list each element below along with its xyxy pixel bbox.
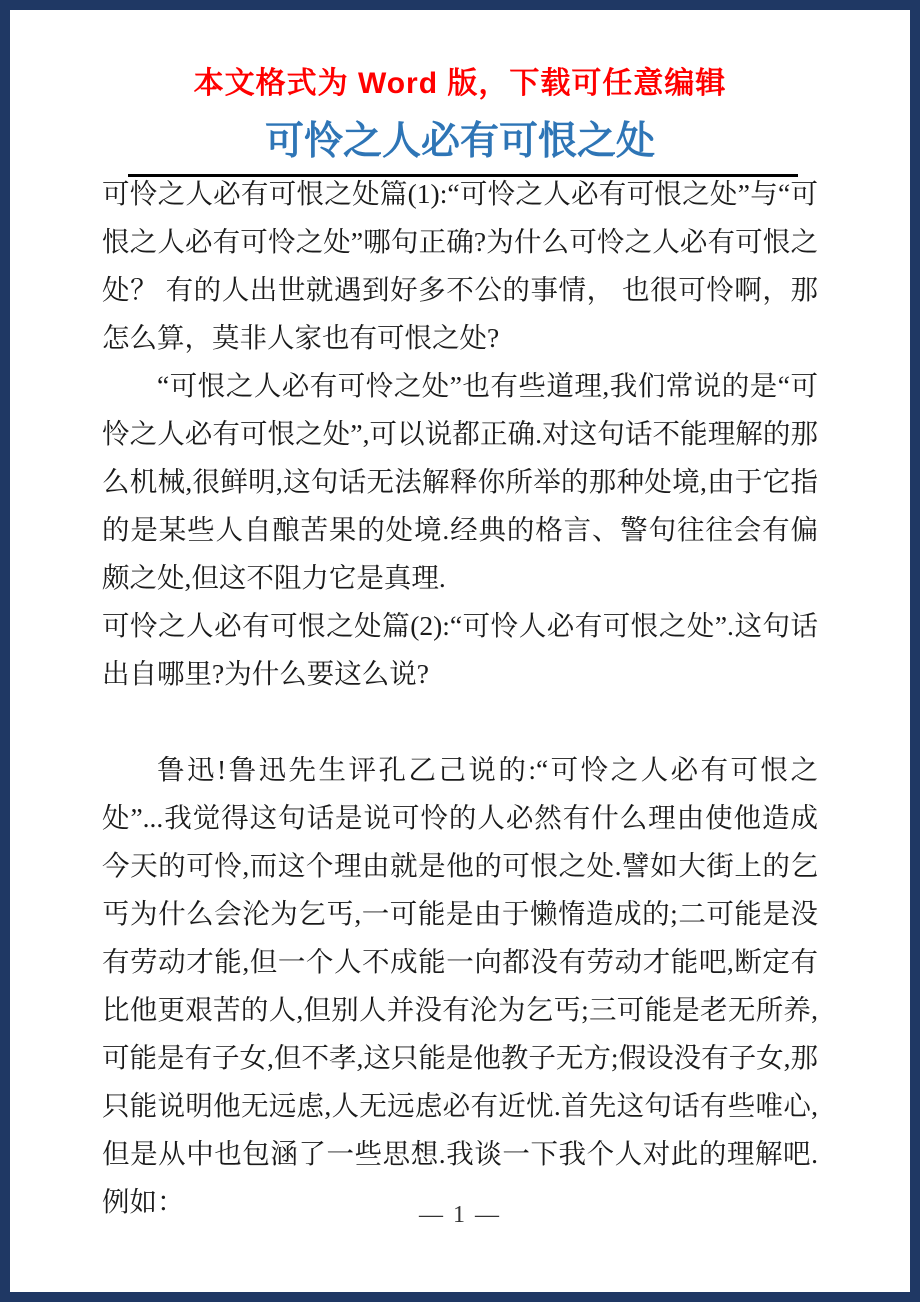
document-title: 可怜之人必有可恨之处 <box>264 120 655 163</box>
page-number: — 1 — <box>419 1202 501 1228</box>
document-body <box>102 170 818 1226</box>
word-template-notice: 本文格式为 Word 版，下载可任意编辑 <box>193 67 727 100</box>
paragraph-2: “可恨之人必有可怜之处”也有些道理,我们常说的是“可怜之人必有可恨之处”,可以说都正确.对这句话不能理解的那么机械,很鲜明,这句话无法解释你所举的那种处境,由于它指的是某些人自酿苦果的处境.经典的格言、警句往往会有偏颇之处,但这不阻力它是真理. <box>102 370 818 593</box>
paragraph-1: 可怜之人必有可恨之处篇(1):“可怜之人必有可恨之处”与“可恨之人必有可怜之处”哪句正确?为什么可怜之人必有可恨之处？ 有的人出世就遇到好多不公的事情， 也很可怜啊，那怎么算，莫非人家也有可恨之处? <box>102 178 818 353</box>
paragraph-4: 鲁迅!鲁迅先生评孔乙己说的:“可怜之人必有可恨之处”...我觉得这句话是说可怜的人必然有什么理由使他造成今天的可怜,而这个理由就是他的可恨之处.譬如大街上的乞丐为什么会沦为乞丐,一可能是由于懒惰造成的;二可能是没有劳动才能,但一个人不成能一向都没有劳动才能吧,断定有比他更艰苦的人,但别人并没有沦为乞丐;三可能是老无所养,可能是有子女,但不孝,这只能是他教子无方;假设没有子女,那只能说明他无远虑,人无远虑必有近忧.首先这句话有些唯心,但是从中也包涵了一些思想.我谈一下我个人对此的理解吧.例如： <box>102 754 818 1217</box>
paragraph-blank-line <box>102 698 818 746</box>
paragraph-3: 可怜之人必有可恨之处篇(2):“可怜人必有可恨之处”.这句话出自哪里?为什么要这么说? <box>102 610 818 689</box>
